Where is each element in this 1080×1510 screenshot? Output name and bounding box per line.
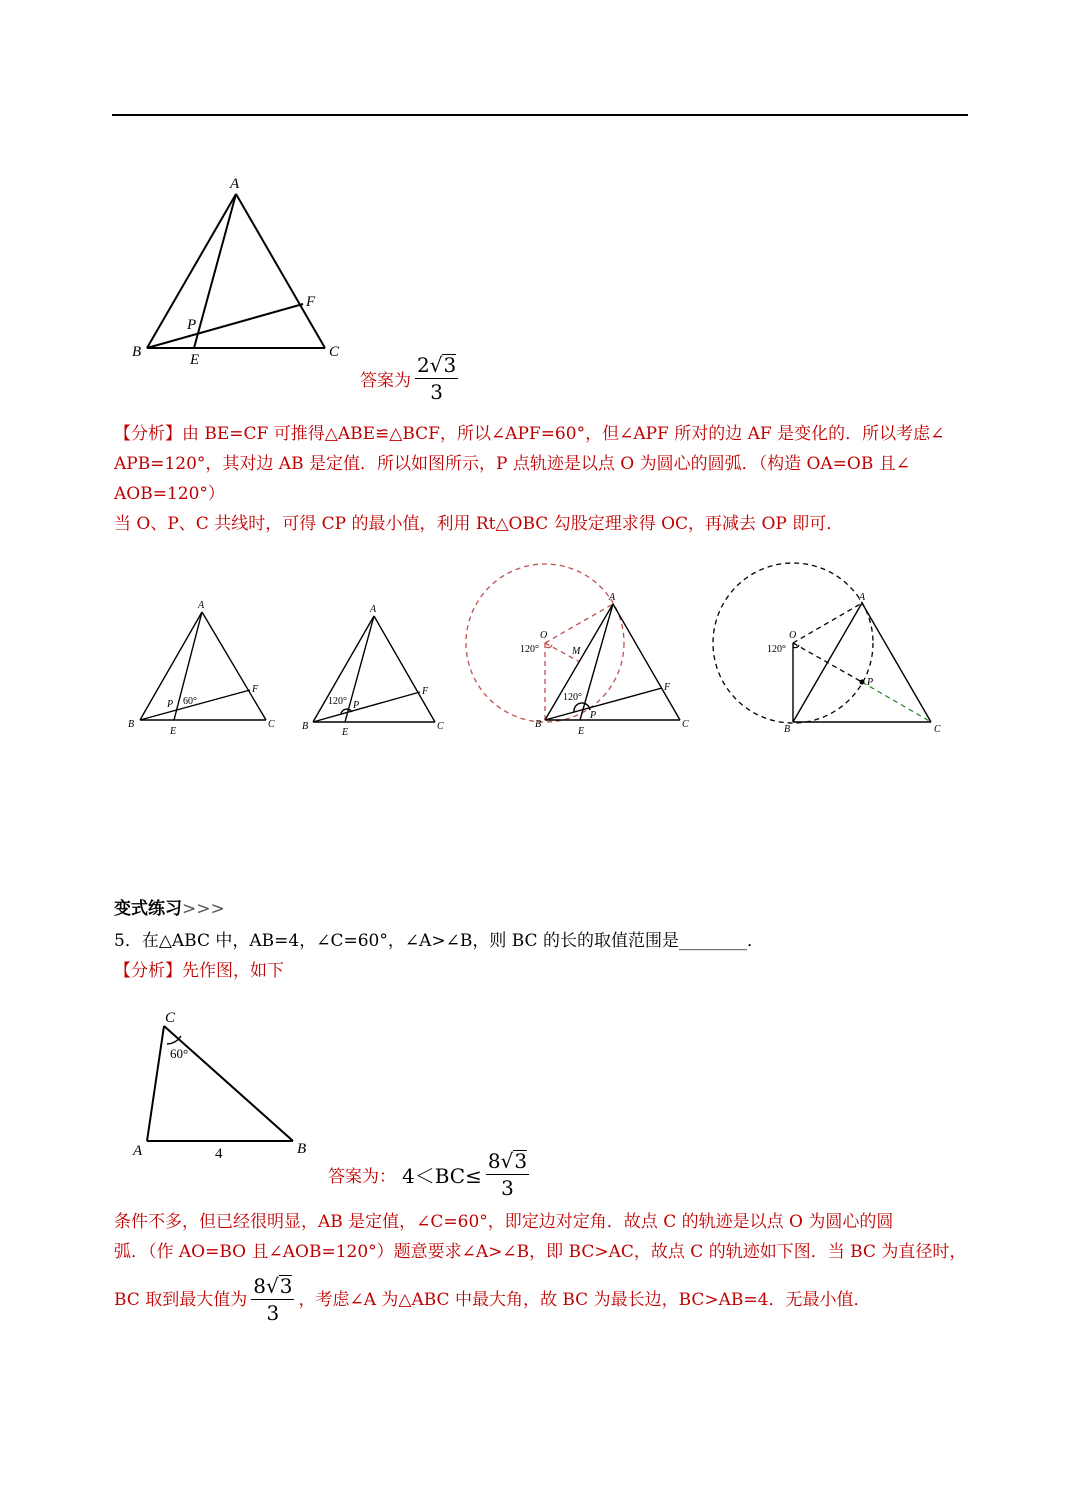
sf2-B: B [302,721,309,732]
answer-1-radicand: 3 [443,353,457,377]
question-5-analysis-text: 先作图，如下 [182,961,284,981]
section-heading [114,894,225,919]
sf2-A: A [370,604,377,615]
answer-2-num: 8 [487,1149,501,1173]
analysis-2-radicand: 3 [279,1274,293,1298]
small-figure-4 [713,563,931,723]
fig2-angle: 60° [170,1046,189,1061]
analysis-2-line2: 弧．（作 AO=BO 且∠AOB=120°）题意要求∠A>∠B，即 BC>AC，故点 C 的轨迹如下图．当 BC 为直径时， [114,1242,967,1262]
sf3-E: E [578,726,585,737]
sf1-F: F [252,684,259,695]
fig1-label-E: E [190,352,200,368]
sf1-E: E [170,726,177,737]
analysis-1-tag: 【分析】 [114,424,182,444]
sf1-B: B [128,719,135,730]
answer-1-num: 2 [417,353,430,377]
sf2-angle: 120° [328,696,347,707]
answer-1-den: 3 [430,380,443,404]
figure-main-triangle [147,194,325,348]
sf3-M: M [572,646,581,657]
analysis-2-den: 3 [266,1301,280,1325]
section-title: 变式练习 [114,899,182,919]
sf3-F: F [664,682,671,693]
analysis-1-line1: 由 BE=CF 可推得△ABE≌△BCF，所以∠APF=60°，但∠APF 所对的边 AF 是变化的．所以考虑∠ [182,424,945,444]
question-5-text: 5．在△ABC 中，AB=4，∠C=60°，∠A>∠B，则 BC 的长的取值范围是________． [114,931,764,951]
sf3-A: A [609,592,616,603]
fig2-label-B: B [297,1141,307,1157]
sf3-angle-O: 120° [520,644,539,655]
analysis-2 [114,1207,974,1326]
fig1-label-A: A [230,176,240,192]
section-arrows-icon: >>> [182,899,225,919]
answer-2-prefix: 答案为： [328,1167,396,1187]
figure-q5-triangle [147,1026,293,1141]
sf4-C: C [934,724,941,735]
fig2-side: 4 [215,1146,223,1162]
sf3-C: C [682,719,689,730]
fig1-label-C: C [329,344,340,360]
sf3-P: P [590,710,597,721]
sf3-B: B [535,719,542,730]
analysis-1 [114,419,974,539]
analysis-2-line3-pre: BC 取到最大值为 [114,1289,248,1310]
sf3-O: O [540,630,548,641]
sf4-A: A [859,592,866,603]
sf4-angle: 120° [767,644,786,655]
answer-2-radicand: 3 [514,1149,528,1173]
fig2-label-C: C [165,1010,176,1026]
analysis-2-num: 8 [253,1274,266,1298]
question-5-analysis-tag: 【分析】 [114,961,182,981]
sf1-C: C [268,719,275,730]
sf1-angle: 60° [183,696,197,707]
fig2-label-A: A [133,1143,143,1159]
sf3-angle-P: 120° [563,692,582,703]
answer-2-den: 3 [501,1176,514,1200]
answer-1 [360,352,458,405]
analysis-1-line2: APB=120°，其对边 AB 是定值．所以如图所示，P 点轨迹是以点 O 为圆心的圆弧．（构造 OA=OB 且∠ [114,454,911,474]
sf2-F: F [422,686,429,697]
analysis-2-fraction: $\frac{8√3}{3}$ [253,1274,293,1325]
sf4-P: P [867,677,874,688]
sf4-O: O [789,630,797,641]
analysis-2-line3-post: ，考虑∠A 为△ABC 中最大角，故 BC 为最长边，BC>AB=4．无最小值． [298,1289,871,1310]
sf1-P: P [167,699,174,710]
sf2-C: C [437,721,444,732]
analysis-2-line1: 条件不多，但已经很明显，AB 是定值，∠C=60°，即定边对定角．故点 C 的轨迹是以点 O 为圆心的圆 [114,1212,894,1232]
answer-2-lhs: 4＜BC≤ [402,1164,482,1188]
small-figure-1 [140,612,266,720]
answer-1-prefix: 答案为 [360,371,411,391]
analysis-1-line4: 当 O、P、C 共线时，可得 CP 的最小值，利用 Rt△OBC 勾股定理求得 OC，再减去 OP 即可． [114,514,844,534]
fig1-label-B: B [132,344,142,360]
sf2-E: E [342,727,349,738]
question-5 [114,926,974,986]
fig1-label-F: F [306,294,316,310]
sf4-B: B [784,724,791,735]
answer-1-fraction: $\frac{2√3}{3}$ [417,353,457,404]
answer-2 [328,1148,529,1201]
answer-2-fraction: $\frac{8√3}{3}$ [487,1149,528,1200]
sf2-P: P [353,700,360,711]
analysis-1-line3: AOB=120°） [114,484,225,504]
fig1-label-P: P [187,317,197,333]
sf1-A: A [198,600,205,611]
